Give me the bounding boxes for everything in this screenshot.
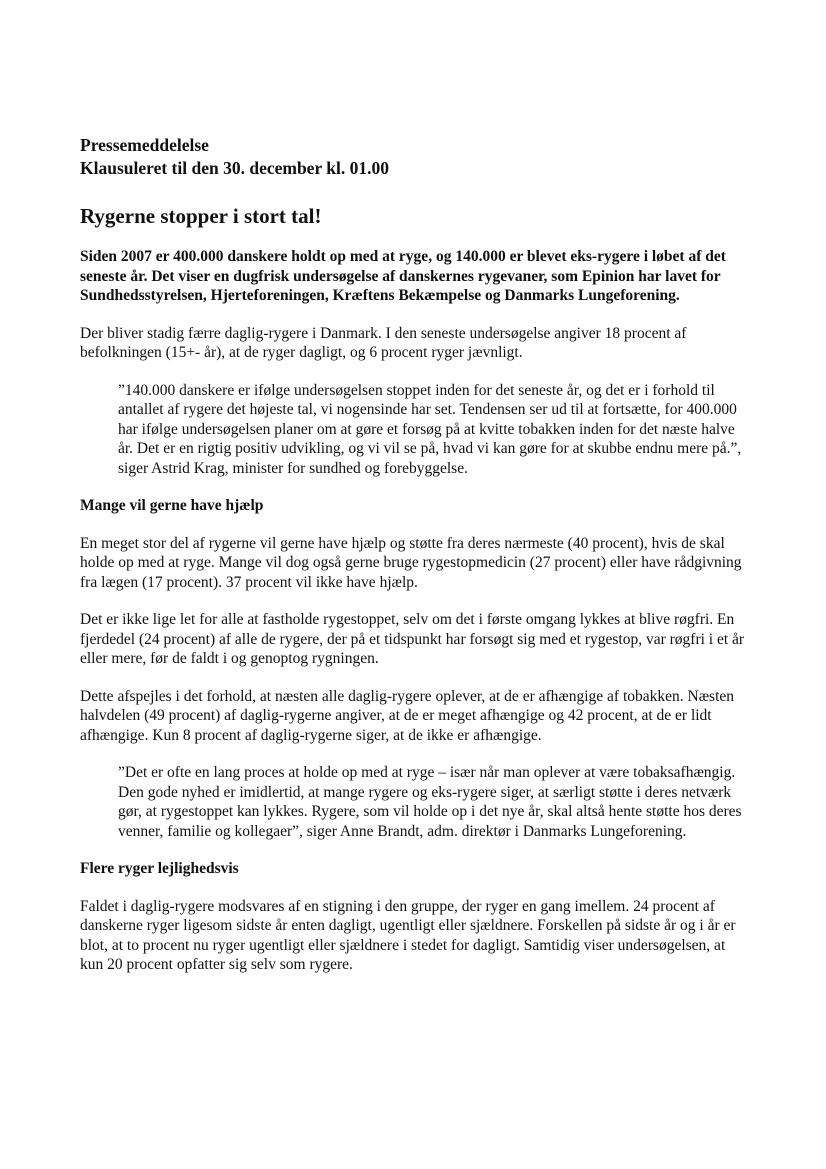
headline: Rygerne stopper i stort tal! [80, 204, 322, 228]
paragraph-5: Faldet i daglig-rygere modsvares af en stigning i den gruppe, der ryger en gang imellem. 24 procent af danskerne ryger ligesom sidste år enten dagligt, ugentligt eller sjældnere. Forskellen på sidste år og i år er blot, at to procent nu ryger ugentligt eller sjældnere i stedet for dagligt. Samtidig viser undersøgelsen, at kun 20 procent opfatter sig selv som rygere. [80, 897, 736, 973]
paragraph-4: Dette afspejles i det forhold, at næsten alle daglig-rygere oplever, at de er afhængige af tobakken. Næsten halvdelen (49 procent) af daglig-rygerne angiver, at de er meget afhængige og 42 procent, at de er lidt afhængige. Kun 8 procent af daglig-rygerne siger, at de ikke er afhængige. [80, 687, 735, 744]
paragraph-3: Det er ikke lige let for alle at fastholde rygestoppet, selv om det i første omgang lykkes at blive røgfri. En fjerdedel (24 procent) af alle de rygere, der på et tidspunkt har forsøgt sig med et rygestop, var røgfri i et år eller mere, før de faldt i og genoptog rygningen. [80, 611, 745, 667]
subheading-help: Mange vil gerne have hjælp [80, 497, 264, 514]
paragraph-2: En meget stor del af rygerne vil gerne have hjælp og støtte fra deres nærmeste (40 procent), hvis de skal holde op med at ryge. Mange vil dog også gerne bruge rygestopmedicin (27 procent) eller have rådgivning fra lægen (17 procent). 37 procent vil ikke have hjælp. [80, 534, 742, 591]
lead-paragraph: Siden 2007 er 400.000 danskere holdt op med at ryge, og 140.000 er blevet eks-rygere i løbet af det seneste år. Det viser en dugfrisk undersøgelse af danskernes rygevaner, som Epinion har lavet for Sundhedsstyrelsen, Hjerteforeningen, Kræftens Bekæmpelse og Danmarks Lungeforening. [80, 248, 726, 304]
quote-minister: ”140.000 danskere er ifølge undersøgelsen stoppet inden for det seneste år, og det er i forhold til antallet af rygere det højeste tal, vi nogensinde har set. Tendensen ser ud til at fortsætte, for 400.000 har ifølge undersøgelsen planer om at gøre et forsøg på at kvitte tobakken inden for det næste halve år. Det er en rigtig positiv udvikling, og vi vil se på, hvad vi kan gøre for at skubbe endnu mere på.”, siger Astrid Krag, minister for sundhed og forebyggelse. [118, 381, 742, 477]
paragraph-1: Der bliver stadig færre daglig-rygere i Danmark. I den seneste undersøgelse angiver 18 procent af befolkningen (15+- år), at de ryger dagligt, og 6 procent ryger jævnligt. [80, 324, 687, 361]
quote-lungeforening: ”Det er ofte en lang proces at holde op med at ryge – især når man oplever at være tobaksafhængig. Den gode nyhed er imidlertid, at mange rygere og eks-rygere siger, at særligt støtte i deres netværk gør, at rygestoppet kan lykkes. Rygere, som vil holde op i det nye år, skal altså hente støtte hos deres venner, familie og kollegaer”, siger Anne Brandt, adm. direktør i Danmarks Lungeforening. [118, 764, 742, 840]
document-label: Pressemeddelelse [80, 135, 209, 155]
subheading-occasional: Flere ryger lejlighedsvis [80, 860, 239, 877]
embargo-line: Klausuleret til den 30. december kl. 01.00 [80, 158, 389, 178]
press-release-page [80, 134, 748, 993]
